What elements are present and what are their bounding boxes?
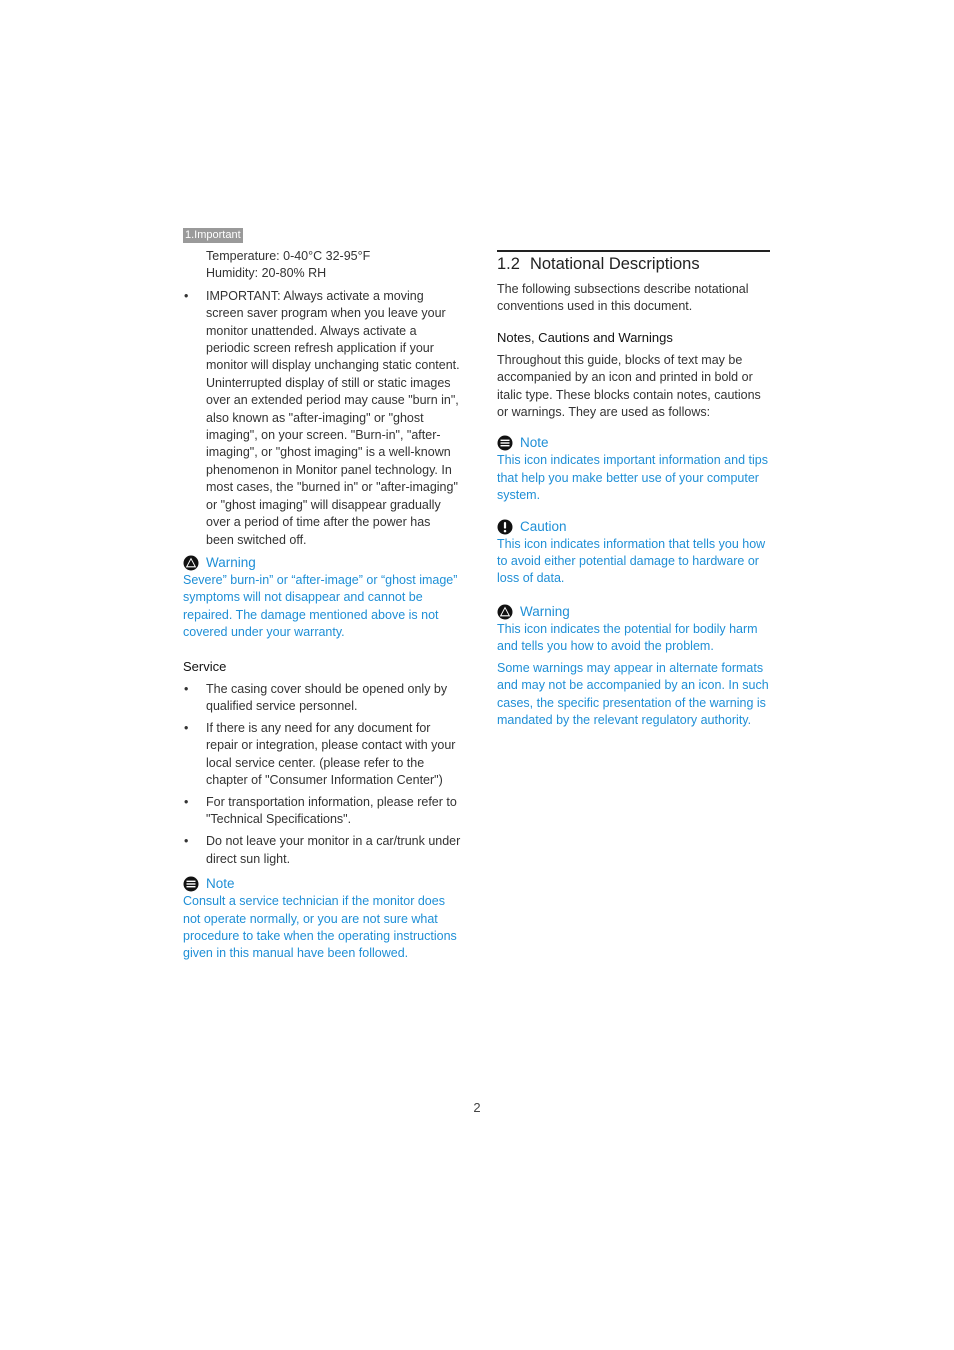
warning-label: Warning — [206, 554, 256, 570]
section-title-text: Notational Descriptions — [529, 255, 700, 273]
warning-icon — [497, 604, 513, 620]
note-text: Consult a service technician if the monitor does not operate normally, or you are not sure what procedure to take when the operating instructions given in this manual have been followed. — [183, 894, 457, 961]
note-block — [183, 875, 461, 963]
caution-icon — [497, 519, 513, 535]
environment-block — [183, 248, 461, 283]
caution-heading — [497, 518, 770, 536]
warning-heading — [497, 603, 770, 621]
note-heading — [497, 434, 770, 452]
service-list — [183, 681, 461, 869]
list-item: • The casing cover should be opened only by qualified service personnel. — [183, 681, 461, 716]
warning-block — [183, 554, 461, 642]
section-title — [497, 252, 770, 274]
right-column — [497, 250, 770, 729]
warning-icon — [183, 555, 199, 571]
list-item: • If there is any need for any document for repair or integration, please contact with your local service center. (please refer to the chapter of "Consumer Information Center") — [183, 720, 461, 790]
warning-text: This icon indicates the potential for bodily harm and tells you how to avoid the problem. — [497, 621, 758, 654]
caution-label: Caution — [520, 518, 567, 534]
list-item: • Do not leave your monitor in a car/trunk under direct sun light. — [183, 833, 461, 868]
note-text: This icon indicates important information and tips that help you make better use of your computer system. — [497, 453, 768, 503]
intro-text: The following subsections describe notational conventions used in this document. — [497, 282, 749, 314]
service-heading: Service — [183, 658, 227, 674]
body-text: Throughout this guide, blocks of text may be accompanied by an icon and printed in bold or italic type. These blocks contain notes, cautions or warnings. They are used as follows: — [497, 352, 761, 420]
warning-extra-text: Some warnings may appear in alternate formats and may not be accompanied by an icon. In such cases, the specific presentation of the warning is mandated by the relevant regulatory authority. — [497, 660, 769, 727]
section-number: 1.2 — [497, 255, 520, 273]
page-number: 2 — [473, 1100, 481, 1115]
note-icon — [497, 435, 513, 451]
warning-label: Warning — [520, 603, 570, 619]
important-bullet: • IMPORTANT: Always activate a moving screen saver program when you leave your monitor unattended. Always activate a periodic screen refresh application if your monitor will display unchanging static content. Uninterrupted display of still or static images over an extended period may cause "burn in", also known as "after-imaging" or "ghost imaging", on your screen. "Burn-in", "after-imaging", or "ghost imaging" is a well-known phenomenon in Monitor panel technology. In most cases, the "burned in" or "after-imaging" or "ghost imaging" will disappear gradually over a period of time after the power has been switched off. — [183, 288, 461, 549]
note-icon — [183, 876, 199, 892]
important-list — [183, 288, 461, 549]
chapter-tag: 1.Important — [185, 229, 241, 241]
caution-block — [497, 518, 770, 588]
warning-text: Severe” burn-in” or “after-image” or “ghost image” symptoms will not disappear and cannot be repaired. The damage mentioned above is not covered under your warranty. — [183, 572, 458, 640]
subheading: Notes, Cautions and Warnings — [497, 329, 673, 345]
warning-block — [497, 603, 770, 656]
note-block — [497, 434, 770, 504]
warning-heading — [183, 554, 461, 572]
left-column — [183, 248, 461, 963]
humidity-line: Humidity: 20-80% RH — [206, 266, 327, 281]
note-label: Note — [520, 435, 549, 451]
list-item: • For transportation information, please refer to "Technical Specifications". — [183, 794, 461, 829]
note-label: Note — [206, 876, 235, 892]
caution-text: This icon indicates information that tells you how to avoid either potential damage to hardware or loss of data. — [497, 536, 766, 586]
temperature-line: Temperature: 0-40°C 32-95°F — [206, 249, 371, 263]
note-heading — [183, 875, 461, 893]
